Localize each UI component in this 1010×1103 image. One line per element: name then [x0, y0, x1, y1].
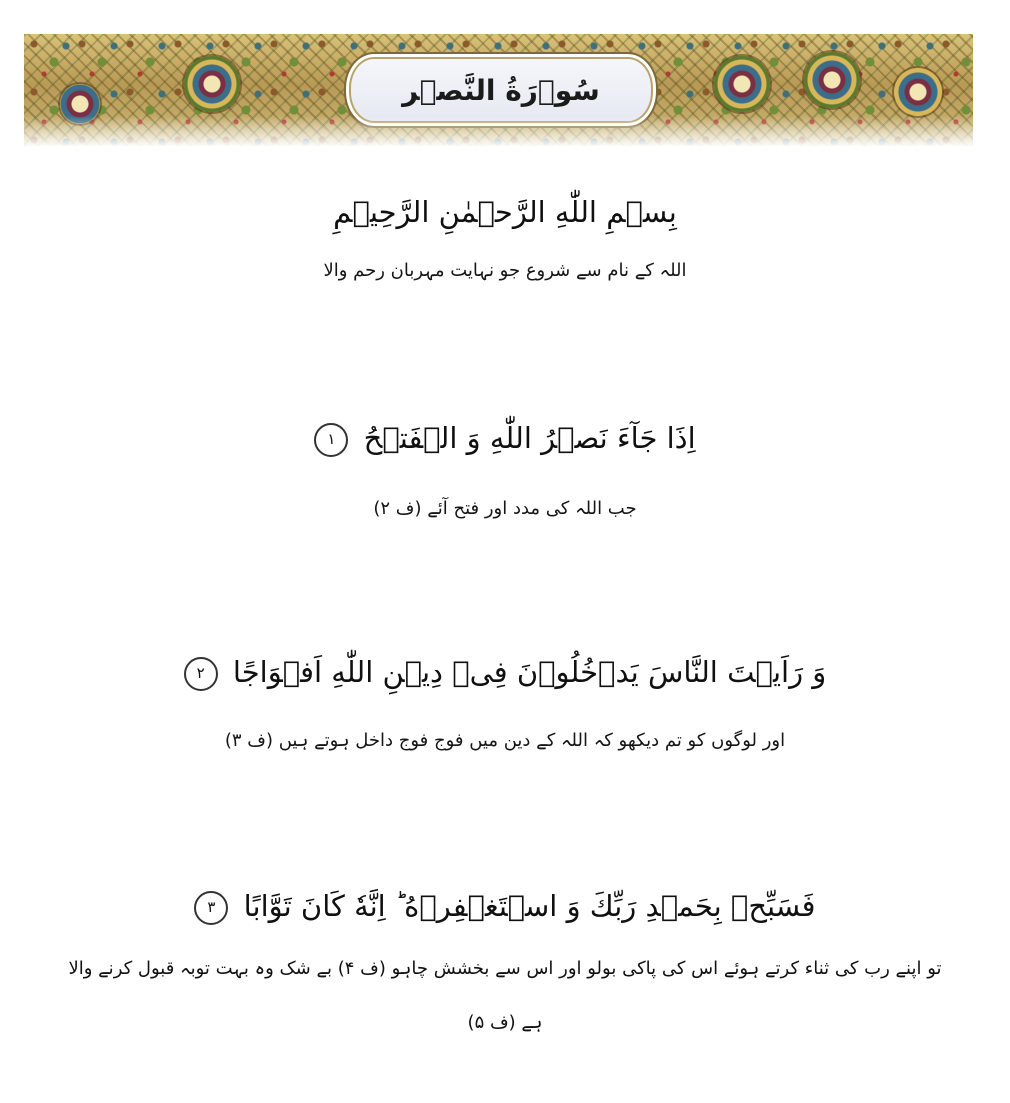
- surah-title: سُوۡرَةُ النَّصۡر: [402, 73, 600, 107]
- verse-3-text: فَسَبِّحۡ بِحَمۡدِ رَبِّكَ وَ اسۡتَغۡفِرۡهُ ؕ اِنَّهٗ كَانَ تَوَّابًا: [243, 889, 816, 923]
- verse-1-text: اِذَا جَآءَ نَصۡرُ اللّٰهِ وَ الۡفَتۡحُ: [363, 421, 696, 455]
- verse-2-translation: اور لوگوں کو تم دیکھو کہ اللہ کے دین میں فوج فوج داخل ہوتے ہیں (ف ۳): [224, 730, 786, 751]
- ayah-end-marker-icon: ۱: [314, 423, 348, 457]
- verse-1-translation: جب اللہ کی مدد اور فتح آئے (ف ۲): [373, 498, 637, 519]
- verse-3-translation-line-1: تو اپنے رب کی ثناء کرتے ہوئے اس کی پاکی بولو اور اس سے بخشش چاہو (ف ۴) بے شک وہ بہت توبہ قبول کرنے والا: [68, 958, 942, 979]
- bismillah-arabic: بِسۡمِ اللّٰهِ الرَّحۡمٰنِ الرَّحِیۡمِ: [333, 195, 677, 229]
- ornament-medallion: [184, 56, 240, 112]
- verse-2-arabic: [0, 652, 1010, 692]
- verse-1-arabic: [0, 418, 1010, 458]
- ornament-medallion: [894, 68, 942, 116]
- ayah-end-marker-icon: ۳: [194, 891, 228, 925]
- verse-3-translation-line-2: ہے (ف ۵): [467, 1012, 543, 1033]
- ayah-end-marker-icon: ۲: [184, 657, 218, 691]
- verse-3-arabic: [0, 886, 1010, 926]
- banner-fade: [24, 116, 973, 146]
- ornament-medallion: [714, 56, 770, 112]
- bismillah-translation: اللہ کے نام سے شروع جو نہایت مہربان رحم والا: [323, 260, 687, 281]
- ornament-medallion: [804, 52, 860, 108]
- verse-2-text: وَ رَاَیۡتَ النَّاسَ یَدۡخُلُوۡنَ فِیۡ دِیۡنِ اللّٰهِ اَفۡوَاجًا: [232, 655, 827, 689]
- surah-header-banner: [24, 34, 973, 146]
